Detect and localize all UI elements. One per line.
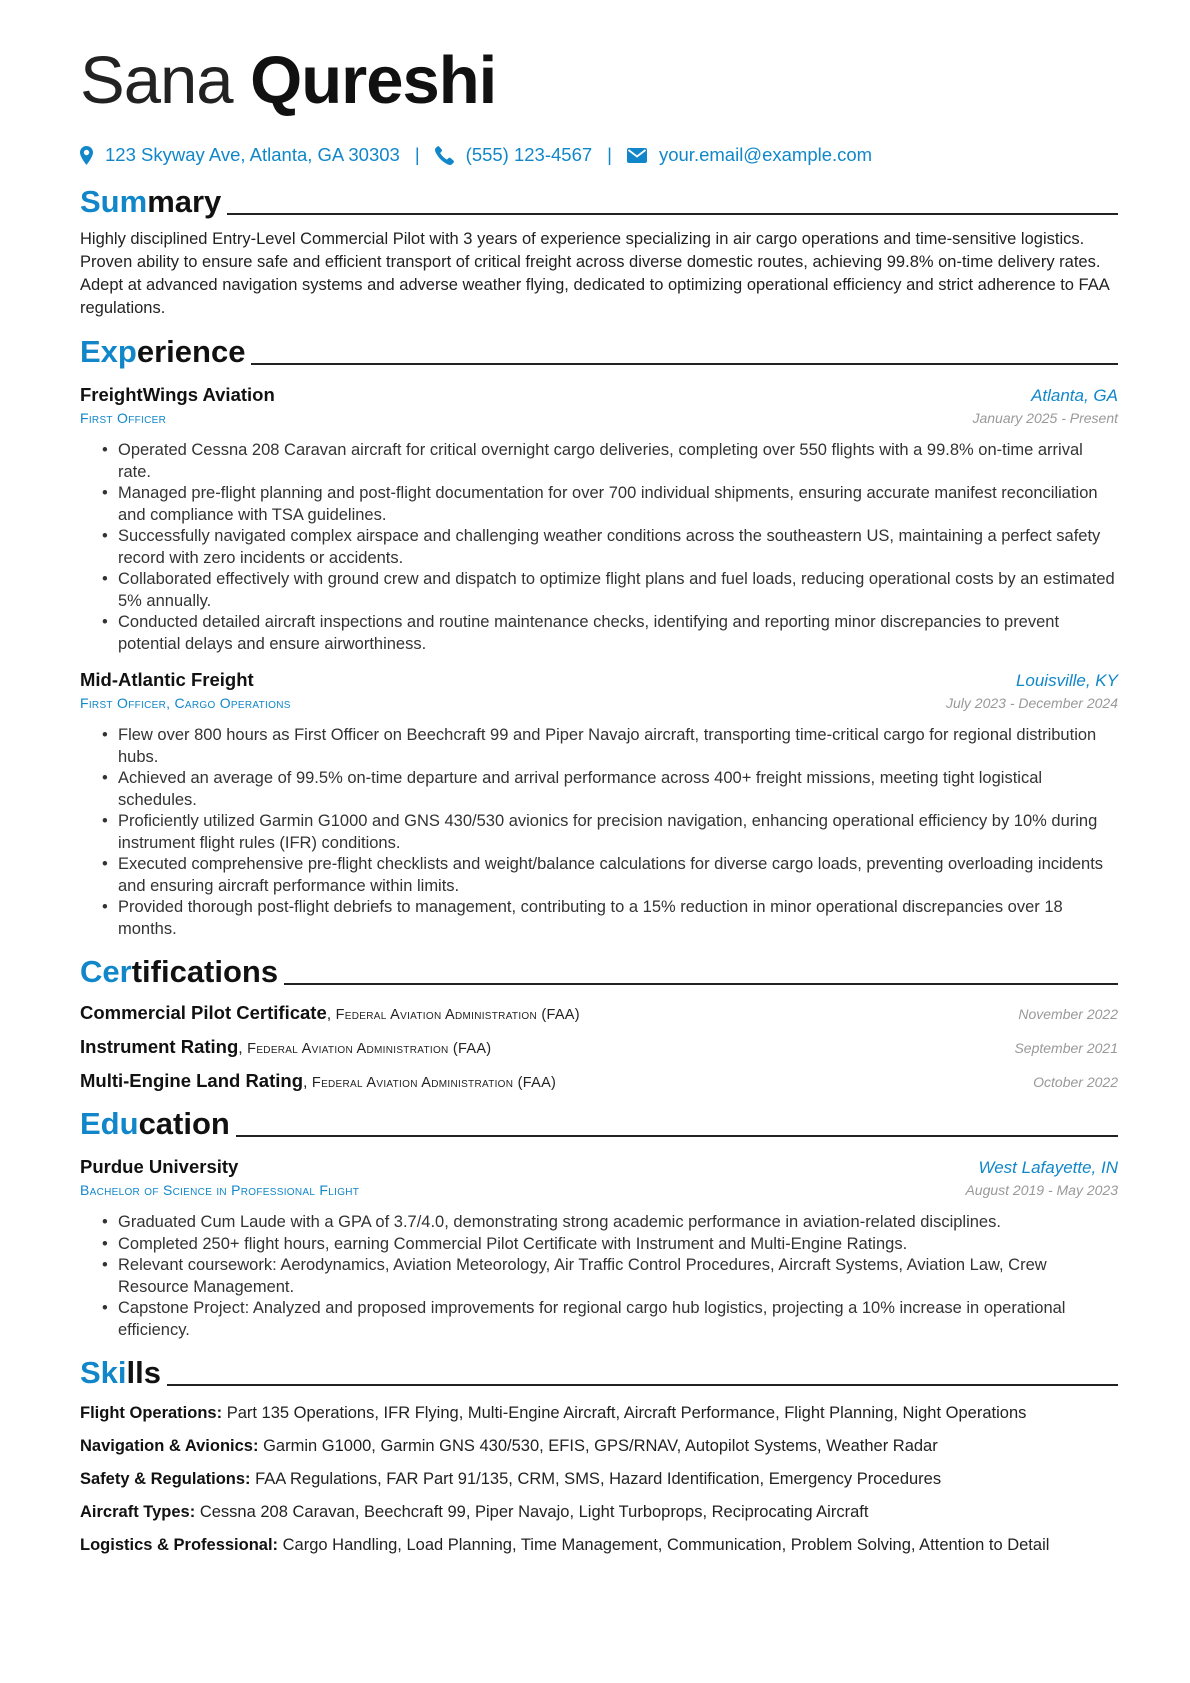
degree-name: Bachelor of Science in Professional Flight xyxy=(80,1182,360,1198)
heading-rest: tifications xyxy=(131,954,279,989)
bullet-item: • Relevant coursework: Aerodynamics, Aviation Meteorology, Air Traffic Control Procedures, Aircraft Systems, Aviation Law, Crew Resource Management. xyxy=(118,1255,1118,1298)
bullet-item: • Successfully navigated complex airspace and challenging weather conditions across the southeastern US, maintaining a perfect safety record with zero incidents or accidents. xyxy=(118,526,1118,569)
phone-icon xyxy=(435,146,454,165)
bullet-item: • Conducted detailed aircraft inspections and routine maintenance checks, identifying and reporting minor discrepancies to prevent potential delays and ensure airworthiness. xyxy=(118,612,1118,655)
skill-values: Garmin G1000, Garmin GNS 430/530, EFIS, GPS/RNAV, Autopilot Systems, Weather Radar xyxy=(263,1437,938,1455)
bullet-item: • Proficiently utilized Garmin G1000 and GNS 430/530 avionics for precision navigation, enhancing operational efficiency by 10% during instrument flight rules (IFR) conditions. xyxy=(118,811,1118,854)
bullet-item: • Provided thorough post-flight debriefs to management, contributing to a 15% reduction in minor operational discrepancies over 18 months. xyxy=(118,897,1118,940)
heading-accent: Edu xyxy=(80,1106,139,1141)
skill-values: Cessna 208 Caravan, Beechcraft 99, Piper Navajo, Light Turboprops, Reciprocating Aircraft xyxy=(199,1503,869,1521)
address-text: 123 Skyway Ave, Atlanta, GA 30303 xyxy=(105,144,400,165)
job-dates: July 2023 - December 2024 xyxy=(946,695,1118,711)
certification-name: Multi-Engine Land Rating xyxy=(80,1070,304,1091)
phone-text: (555) 123-4567 xyxy=(465,144,593,165)
education-heading xyxy=(80,1102,1118,1142)
job-dates: January 2025 - Present xyxy=(972,410,1118,426)
skill-values: Part 135 Operations, IFR Flying, Multi-Engine Aircraft, Aircraft Performance, Flight Planning, Night Operations xyxy=(226,1404,1027,1422)
heading-accent: Exp xyxy=(80,334,137,369)
summary-text: Highly disciplined Entry-Level Commercial Pilot with 3 years of experience specializing in air cargo operations and time-sensitive logistics. Proven ability to ensure safe and efficient transport of critical freight across diverse domestic routes, achieving 99.8% on-time delivery rates. Adept at advanced navigation systems and adverse weather flying, dedicated to optimizing operational efficiency and strict adherence to FAA regulations. xyxy=(80,230,1109,317)
employer-name: FreightWings Aviation xyxy=(80,384,275,405)
job-bullets xyxy=(80,440,1118,655)
skill-label: Aircraft Types: xyxy=(80,1503,196,1521)
heading-accent: Ski xyxy=(80,1355,127,1390)
certification-item: Multi-Engine Land Rating, Federal Aviation Administration (FAA) October 2022 xyxy=(80,1070,1118,1091)
bullet-item: • Achieved an average of 99.5% on-time departure and arrival performance across 400+ freight missions, meeting tight logistical schedules. xyxy=(118,768,1118,811)
school-name: Purdue University xyxy=(80,1156,239,1177)
experience-entry xyxy=(80,382,1118,655)
resume-page xyxy=(80,40,1118,1556)
contact-phone[interactable] xyxy=(435,144,593,166)
skill-label: Flight Operations: xyxy=(80,1404,223,1422)
experience-heading xyxy=(80,330,1118,370)
heading-rest: lls xyxy=(126,1355,161,1390)
certification-date: September 2021 xyxy=(1014,1040,1118,1056)
bullet-item: • Executed comprehensive pre-flight checklists and weight/balance calculations for diverse cargo loads, preventing overloading incidents and ensuring aircraft performance within limits. xyxy=(118,854,1118,897)
contact-bar xyxy=(80,140,1118,170)
heading-rest: mary xyxy=(147,184,222,219)
bullet-item: • Completed 250+ flight hours, earning Commercial Pilot Certificate with Instrument and Multi-Engine Ratings. xyxy=(118,1234,1118,1256)
contact-separator: | xyxy=(607,144,612,165)
first-name: Sana xyxy=(80,43,233,118)
skill-category xyxy=(80,1501,1118,1523)
school-dates: August 2019 - May 2023 xyxy=(965,1182,1118,1198)
certification-name: Instrument Rating xyxy=(80,1036,239,1057)
certification-issuer: Federal Aviation Administration (FAA) xyxy=(247,1041,492,1057)
certification-issuer: Federal Aviation Administration (FAA) xyxy=(335,1007,580,1023)
email-text: your.email@example.com xyxy=(658,144,873,165)
skill-category xyxy=(80,1534,1118,1556)
heading-rule xyxy=(227,213,1118,215)
heading-rule xyxy=(236,1135,1118,1137)
experience-entry xyxy=(80,667,1118,940)
heading-rest: erience xyxy=(136,334,246,369)
skill-label: Logistics & Professional: xyxy=(80,1536,279,1554)
envelope-icon xyxy=(627,148,647,163)
education-entry xyxy=(80,1154,1118,1341)
certifications-heading xyxy=(80,950,1118,990)
map-marker-icon xyxy=(80,146,93,165)
certification-item: Commercial Pilot Certificate, Federal Aviation Administration (FAA) November 2022 xyxy=(80,1002,1118,1023)
heading-rule xyxy=(251,363,1118,365)
bullet-item: • Flew over 800 hours as First Officer on Beechcraft 99 and Piper Navajo aircraft, transporting time-critical cargo for regional distribution hubs. xyxy=(118,725,1118,768)
contact-address xyxy=(80,144,400,166)
certification-date: November 2022 xyxy=(1018,1006,1118,1022)
skills-heading xyxy=(80,1351,1118,1391)
contact-email[interactable] xyxy=(627,144,872,166)
bullet-item: • Collaborated effectively with ground crew and dispatch to optimize flight plans and fuel loads, reducing operational costs by an estimated 5% annually. xyxy=(118,569,1118,612)
certification-item: Instrument Rating, Federal Aviation Administration (FAA) September 2021 xyxy=(80,1036,1118,1057)
certification-date: October 2022 xyxy=(1033,1074,1118,1090)
skill-category xyxy=(80,1435,1118,1457)
heading-rule xyxy=(284,983,1118,985)
school-location: West Lafayette, IN xyxy=(978,1158,1118,1177)
job-title: First Officer xyxy=(80,410,167,426)
skill-category xyxy=(80,1468,1118,1490)
bullet-item: • Managed pre-flight planning and post-flight documentation for over 700 individual shipments, ensuring accurate manifest reconciliation and compliance with TSA guidelines. xyxy=(118,483,1118,526)
job-title: First Officer, Cargo Operations xyxy=(80,695,291,711)
job-location: Louisville, KY xyxy=(1015,671,1118,690)
bullet-item: • Capstone Project: Analyzed and proposed improvements for regional cargo hub logistics, projecting a 10% increase in operational efficiency. xyxy=(118,1298,1118,1341)
job-location: Atlanta, GA xyxy=(1031,386,1118,405)
skill-label: Safety & Regulations: xyxy=(80,1470,251,1488)
skill-label: Navigation & Avionics: xyxy=(80,1437,259,1455)
education-bullets xyxy=(80,1212,1118,1341)
bullet-item: • Operated Cessna 208 Caravan aircraft for critical overnight cargo deliveries, completing over 550 flights with a 99.8% on-time arrival rate. xyxy=(118,440,1118,483)
summary-heading xyxy=(80,180,1118,220)
heading-rule xyxy=(167,1384,1118,1386)
certification-issuer: Federal Aviation Administration (FAA) xyxy=(311,1075,557,1091)
skill-values: Cargo Handling, Load Planning, Time Management, Communication, Problem Solving, Attention to Detail xyxy=(282,1536,1050,1554)
heading-accent: Sum xyxy=(80,184,148,219)
skill-category xyxy=(80,1402,1118,1424)
last-name: Qureshi xyxy=(250,43,497,118)
certification-name: Commercial Pilot Certificate xyxy=(80,1002,327,1023)
heading-accent: Cer xyxy=(80,954,132,989)
heading-rest: cation xyxy=(138,1106,230,1141)
employer-name: Mid-Atlantic Freight xyxy=(80,669,254,690)
candidate-name xyxy=(80,40,1118,122)
skill-values: FAA Regulations, FAR Part 91/135, CRM, SMS, Hazard Identification, Emergency Procedures xyxy=(255,1470,942,1488)
job-bullets xyxy=(80,725,1118,940)
contact-separator: | xyxy=(414,144,420,165)
bullet-item: • Graduated Cum Laude with a GPA of 3.7/4.0, demonstrating strong academic performance in aviation-related disciplines. xyxy=(118,1212,1118,1234)
